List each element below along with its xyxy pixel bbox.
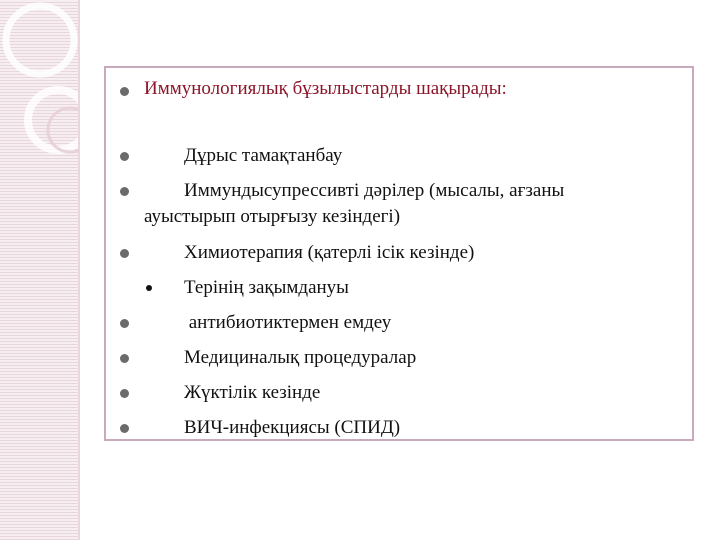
bullet-icon bbox=[120, 424, 129, 433]
bullet-icon bbox=[120, 319, 129, 328]
dot-bullet-icon bbox=[146, 285, 152, 291]
list-item-text: Терінің зақымдануы bbox=[184, 277, 349, 298]
slide-heading: Иммунологиялық бұзылыстарды шақырады: bbox=[144, 78, 507, 99]
bullet-list bbox=[106, 68, 692, 439]
bullet-icon bbox=[120, 354, 129, 363]
list-item-text: ВИЧ-инфекциясы (СПИД) bbox=[184, 417, 401, 438]
circle-ornament-icon bbox=[0, 0, 80, 540]
bullet-icon bbox=[120, 187, 129, 196]
list-item-continuation: ауыстырып отырғызу кезіндегі) bbox=[144, 206, 401, 227]
content-box bbox=[104, 66, 694, 441]
list-item-text: Жүктілік кезінде bbox=[184, 382, 321, 403]
list-item-text: Химиотерапия (қатерлі ісік кезінде) bbox=[184, 242, 475, 263]
decorative-side-strip bbox=[0, 0, 80, 540]
list-item-text: Дұрыс тамақтанбау bbox=[184, 145, 343, 166]
bullet-icon bbox=[120, 389, 129, 398]
strip-divider bbox=[78, 0, 80, 540]
bullet-icon bbox=[120, 152, 129, 161]
list-item-text: Иммундысупрессивті дәрілер (мысалы, ағзаны bbox=[184, 180, 565, 201]
list-item-text: Медициналық процедуралар bbox=[184, 347, 417, 368]
bullet-icon bbox=[120, 249, 129, 258]
list-item-text: антибиотиктермен емдеу bbox=[184, 312, 392, 333]
